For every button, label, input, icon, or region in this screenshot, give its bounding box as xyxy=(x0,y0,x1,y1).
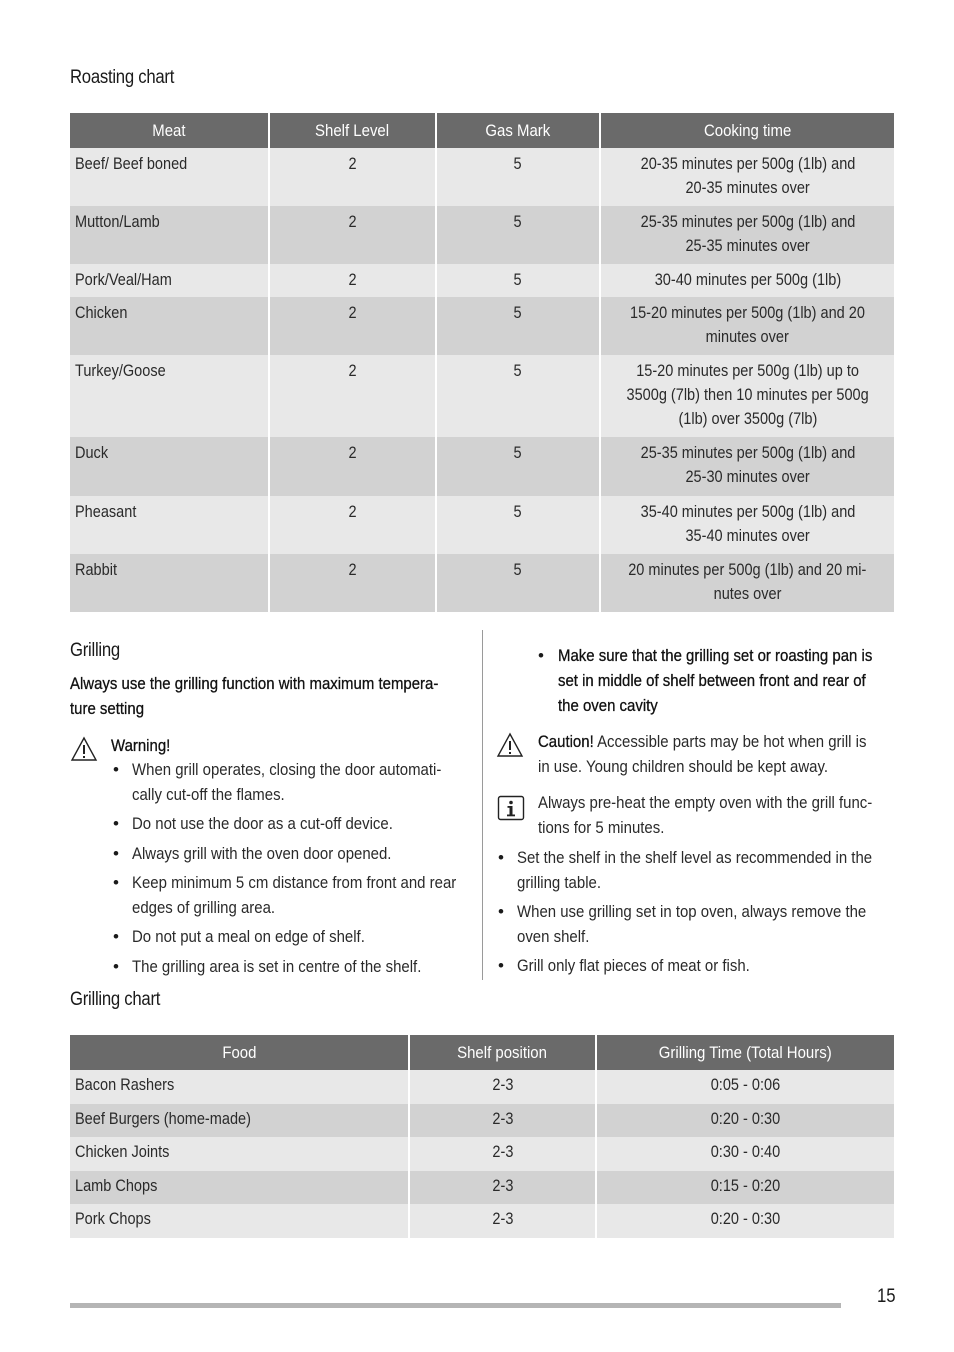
time-cell: 15-20 minutes per 500g (1lb) and 20 minutes over xyxy=(600,297,894,355)
column-header-grilling-time: Grilling Time (Total Hours) xyxy=(596,1035,894,1070)
shelf-cell: 2 xyxy=(269,496,436,554)
caution-note: Caution! Accessible parts may be hot when grill is in use. Young children should be kept away. xyxy=(538,732,867,776)
meat-cell: Rabbit xyxy=(70,554,269,612)
info-note: Always pre-heat the empty oven with the grill func- tions for 5 minutes. xyxy=(538,793,873,837)
gas-cell: 5 xyxy=(436,437,600,496)
table-row xyxy=(70,496,894,554)
caution-label: Caution! xyxy=(538,732,594,751)
table-row xyxy=(70,437,894,496)
shelf-cell: 2-3 xyxy=(409,1137,596,1171)
gas-cell: 5 xyxy=(436,264,600,297)
table-row xyxy=(70,1204,894,1238)
shelf-cell: 2 xyxy=(269,554,436,612)
gas-cell: 5 xyxy=(436,206,600,264)
meat-cell: Turkey/Goose xyxy=(70,355,269,437)
meat-cell: Beef/ Beef boned xyxy=(70,148,269,206)
food-cell: Chicken Joints xyxy=(70,1137,409,1171)
gas-cell: 5 xyxy=(436,355,600,437)
gas-cell: 5 xyxy=(436,297,600,355)
table-header-row xyxy=(70,1035,894,1070)
shelf-cell: 2 xyxy=(269,264,436,297)
meat-cell: Chicken xyxy=(70,297,269,355)
time-cell: 30-40 minutes per 500g (1lb) xyxy=(600,264,894,297)
table-row xyxy=(70,355,894,437)
column-header-meat: Meat xyxy=(70,113,269,148)
grilling-intro: Always use the grilling function with maximum tempera- ture setting xyxy=(70,674,439,718)
roasting-table xyxy=(70,113,894,612)
shelf-cell: 2 xyxy=(269,437,436,496)
column-divider xyxy=(482,630,483,980)
shelf-cell: 2-3 xyxy=(409,1171,596,1205)
column-header-shelf-position: Shelf position xyxy=(409,1035,596,1070)
grilling-chart-title: Grilling chart xyxy=(70,989,161,1010)
shelf-cell: 2-3 xyxy=(409,1104,596,1138)
table-row xyxy=(70,264,894,297)
table-header-row xyxy=(70,113,894,148)
gas-cell: 5 xyxy=(436,496,600,554)
info-icon xyxy=(497,795,525,821)
time-cell: 0:20 - 0:30 xyxy=(596,1204,894,1238)
table-row xyxy=(70,206,894,264)
time-cell: 0:30 - 0:40 xyxy=(596,1137,894,1171)
shelf-cell: 2 xyxy=(269,206,436,264)
table-row xyxy=(70,554,894,612)
column-header-shelf-level: Shelf Level xyxy=(269,113,436,148)
meat-cell: Duck xyxy=(70,437,269,496)
shelf-cell: 2 xyxy=(269,148,436,206)
warning-triangle-icon xyxy=(70,736,98,762)
time-cell: 15-20 minutes per 500g (1lb) up to 3500g (7lb) then 10 minutes per 500g (1lb) over 3500g (7lb) xyxy=(600,355,894,437)
grilling-title: Grilling xyxy=(70,640,120,661)
roasting-chart-title: Roasting chart xyxy=(70,67,175,88)
table-row xyxy=(70,1171,894,1205)
column-header-cooking-time: Cooking time xyxy=(600,113,894,148)
gas-cell: 5 xyxy=(436,148,600,206)
shelf-cell: 2-3 xyxy=(409,1070,596,1104)
gas-cell: 5 xyxy=(436,554,600,612)
shelf-cell: 2 xyxy=(269,297,436,355)
food-cell: Bacon Rashers xyxy=(70,1070,409,1104)
time-cell: 35-40 minutes per 500g (1lb) and 35-40 minutes over xyxy=(600,496,894,554)
page-number: 15 xyxy=(877,1286,896,1307)
shelf-cell: 2-3 xyxy=(409,1204,596,1238)
food-cell: Beef Burgers (home-made) xyxy=(70,1104,409,1138)
time-cell: 0:05 - 0:06 xyxy=(596,1070,894,1104)
table-row xyxy=(70,1137,894,1171)
warning-triangle-icon xyxy=(496,732,524,758)
time-cell: 25-35 minutes per 500g (1lb) and 25-30 minutes over xyxy=(600,437,894,496)
time-cell: 25-35 minutes per 500g (1lb) and 25-35 minutes over xyxy=(600,206,894,264)
table-row xyxy=(70,148,894,206)
shelf-cell: 2 xyxy=(269,355,436,437)
food-cell: Lamb Chops xyxy=(70,1171,409,1205)
meat-cell: Pheasant xyxy=(70,496,269,554)
warning-label: Warning! xyxy=(111,736,171,755)
table-row xyxy=(70,1070,894,1104)
food-cell: Pork Chops xyxy=(70,1204,409,1238)
time-cell: 20-35 minutes per 500g (1lb) and 20-35 minutes over xyxy=(600,148,894,206)
time-cell: 0:15 - 0:20 xyxy=(596,1171,894,1205)
meat-cell: Pork/Veal/Ham xyxy=(70,264,269,297)
meat-cell: Mutton/Lamb xyxy=(70,206,269,264)
footer-bar xyxy=(70,1303,841,1308)
table-row xyxy=(70,297,894,355)
time-cell: 0:20 - 0:30 xyxy=(596,1104,894,1138)
table-row xyxy=(70,1104,894,1138)
grilling-table xyxy=(70,1035,894,1238)
column-header-gas-mark: Gas Mark xyxy=(436,113,600,148)
column-header-food: Food xyxy=(70,1035,409,1070)
time-cell: 20 minutes per 500g (1lb) and 20 mi- nutes over xyxy=(600,554,894,612)
